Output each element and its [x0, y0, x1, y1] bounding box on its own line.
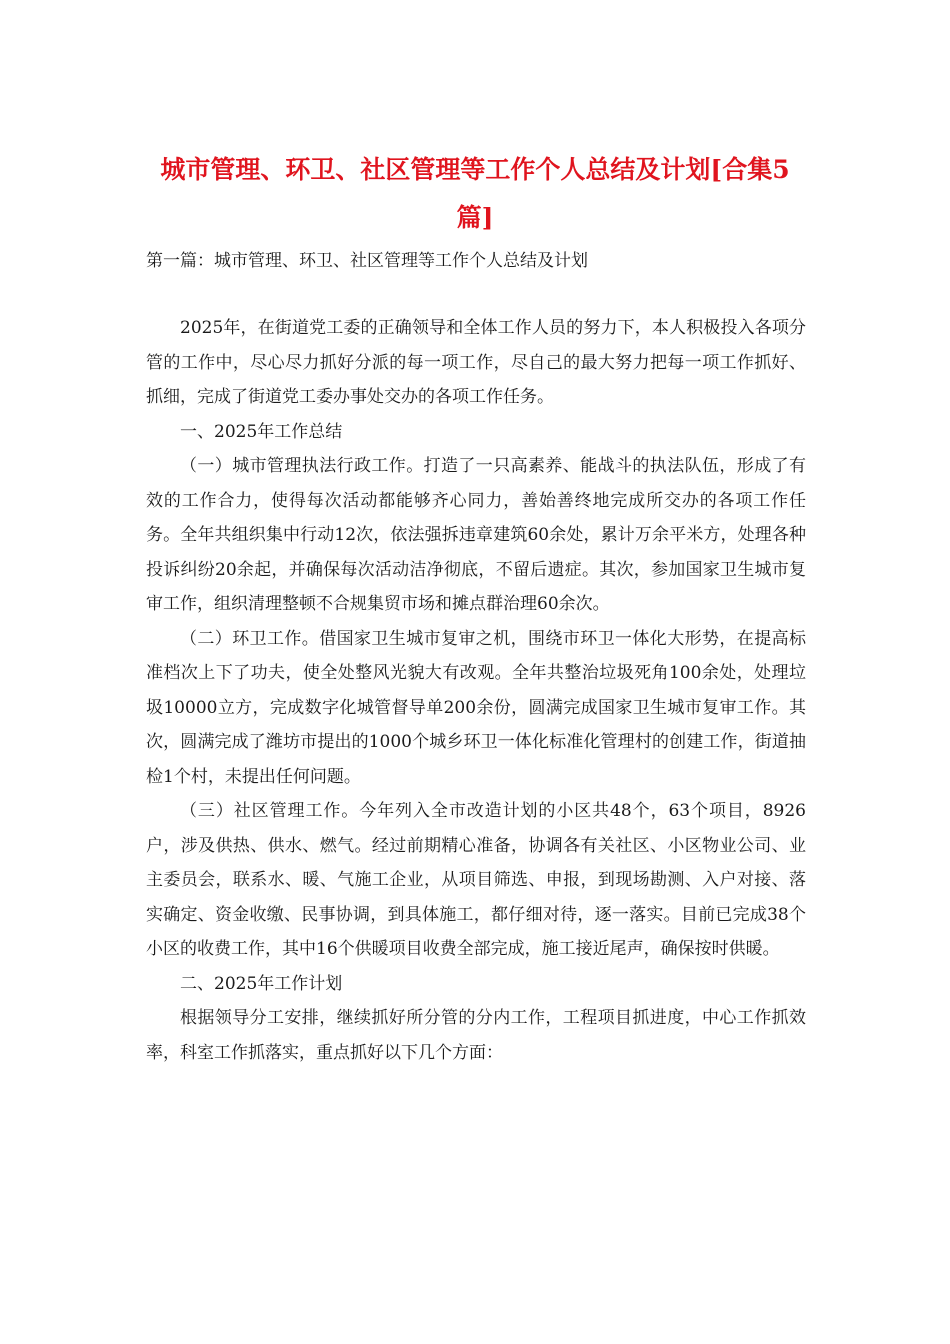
section-heading-plan: 二、2025年工作计划 — [180, 973, 343, 994]
section-heading-summary: 一、2025年工作总结 — [180, 421, 343, 442]
paragraph-city-management: （一）城市管理执法行政工作。打造了一只高素养、能战斗的执法队伍，形成了有效的工作合力，使得每次活动都能够齐心同力，善始善终地完成所交办的各项工作任务。全年共组织集中行动12次，依法强拆违章建筑60余处，累计万余平米方，处理各种投诉纠纷20余起，并确保每次活动洁净彻底，不留后遗症。其次，参加国家卫生城市复审工作，组织清理整顿不合规集贸市场和摊点群治理60余次。 — [146, 456, 806, 614]
paragraph-plan: 根据领导分工安排，继续抓好所分管的分内工作，工程项目抓进度，中心工作抓效率，科室工作抓落实，重点抓好以下几个方面： — [146, 1008, 806, 1063]
document-body — [146, 311, 806, 1070]
paragraph-sanitation: （二）环卫工作。借国家卫生城市复审之机，围绕市环卫一体化大形势，在提高标准档次上下了功夫，使全处整风光貌大有改观。全年共整治垃圾死角100余处，处理垃圾10000立方，完成数字化城管督导单200余份，圆满完成国家卫生城市复审工作。其次，圆满完成了潍坊市提出的1000个城乡环卫一体化标准化管理村的创建工作，街道抽检1个村，未提出任何问题。 — [146, 628, 806, 787]
document-title: 城市管理、环卫、社区管理等工作个人总结及计划[合集5篇] — [160, 155, 790, 232]
paragraph-intro: 2025年，在街道党工委的正确领导和全体工作人员的努力下，本人积极投入各项分管的工作中，尽心尽力抓好分派的每一项工作，尽自己的最大努力把每一项工作抓好、抓细，完成了街道党工委办事处交办的各项工作任务。 — [146, 318, 806, 407]
document-subtitle: 第一篇：城市管理、环卫、社区管理等工作个人总结及计划 — [146, 251, 588, 271]
paragraph-community-management: （三）社区管理工作。今年列入全市改造计划的小区共48个，63个项目，8926户，涉及供热、供水、燃气。经过前期精心准备，协调各有关社区、小区物业公司、业主委员会，联系水、暖、气施工企业，从项目筛选、申报，到现场勘测、入户对接、落实确定、资金收缴、民事协调，到具体施工，都仔细对待，逐一落实。目前已完成38个小区的收费工作，其中16个供暖项目收费全部完成，施工接近尾声，确保按时供暖。 — [146, 801, 806, 959]
